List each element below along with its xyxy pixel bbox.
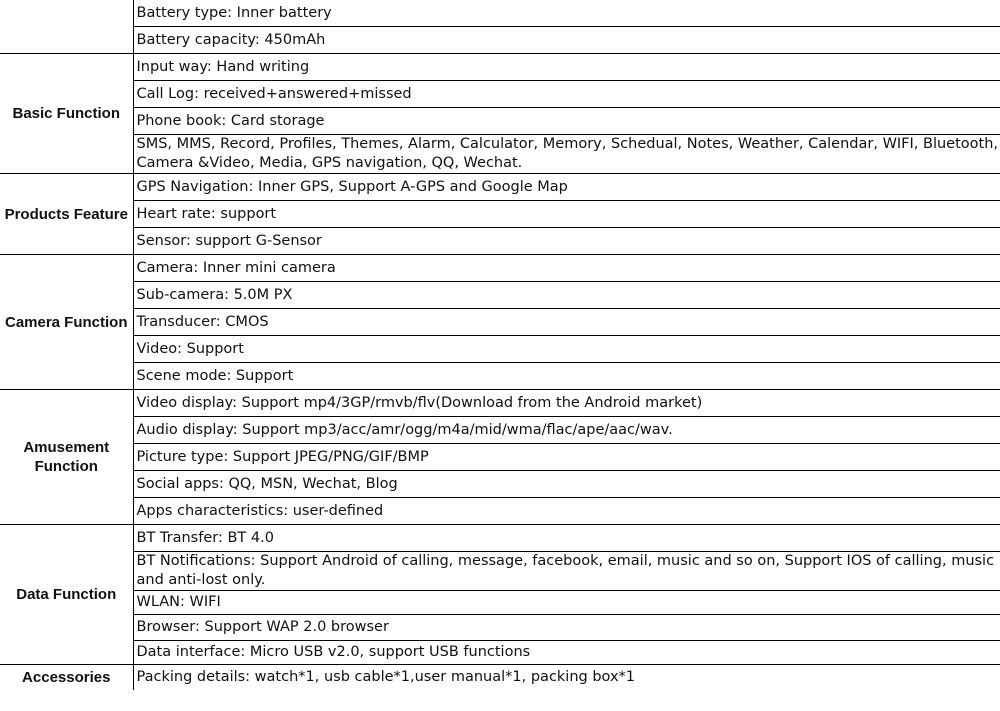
table-row — [0, 174, 1000, 201]
category-cell-empty — [0, 0, 133, 54]
table-row — [0, 444, 1000, 471]
spec-cell: GPS Navigation: Inner GPS, Support A-GPS and Google Map — [133, 174, 1000, 201]
table-row — [0, 27, 1000, 54]
table-row — [0, 552, 1000, 591]
spec-cell: Apps characteristics: user-defined — [133, 498, 1000, 525]
spec-cell: Battery capacity: 450mAh — [133, 27, 1000, 54]
category-basic-function: Basic Function — [0, 54, 133, 174]
spec-cell: Battery type: Inner battery — [133, 0, 1000, 27]
spec-cell: Input way: Hand writing — [133, 54, 1000, 81]
spec-cell: Camera: Inner mini camera — [133, 255, 1000, 282]
spec-cell: Data interface: Micro USB v2.0, support USB functions — [133, 641, 1000, 665]
spec-cell: SMS, MMS, Record, Profiles, Themes, Alarm, Calculator, Memory, Schedual, Notes, Weather, Calendar, WIFI, Bluetooth, Camera &Video, Media, GPS navigation, QQ, Wechat. — [133, 135, 1000, 174]
spec-cell: Video: Support — [133, 336, 1000, 363]
table-row — [0, 615, 1000, 641]
category-amusement-function: Amusement Function — [0, 390, 133, 525]
table-row — [0, 201, 1000, 228]
spec-cell: Browser: Support WAP 2.0 browser — [133, 615, 1000, 641]
table-row — [0, 135, 1000, 174]
spec-cell: Scene mode: Support — [133, 363, 1000, 390]
spec-cell: Audio display: Support mp3/acc/amr/ogg/m4a/mid/wma/flac/ape/aac/wav. — [133, 417, 1000, 444]
table-row — [0, 54, 1000, 81]
spec-cell: Packing details: watch*1, usb cable*1,user manual*1, packing box*1 — [133, 665, 1000, 691]
table-row — [0, 525, 1000, 552]
table-row — [0, 498, 1000, 525]
spec-cell: Video display: Support mp4/3GP/rmvb/flv(Download from the Android market) — [133, 390, 1000, 417]
table-row — [0, 0, 1000, 27]
category-products-feature: Products Feature — [0, 174, 133, 255]
table-row — [0, 108, 1000, 135]
table-row — [0, 471, 1000, 498]
category-camera-function: Camera Function — [0, 255, 133, 390]
spec-cell: Phone book: Card storage — [133, 108, 1000, 135]
table-row — [0, 417, 1000, 444]
spec-cell: BT Notifications: Support Android of calling, message, facebook, email, music and so on, Support IOS of calling, music and anti-lost only. — [133, 552, 1000, 591]
table-row — [0, 282, 1000, 309]
spec-cell: Call Log: received+answered+missed — [133, 81, 1000, 108]
table-row — [0, 665, 1000, 691]
spec-cell: Sub-camera: 5.0M PX — [133, 282, 1000, 309]
table-row — [0, 228, 1000, 255]
spec-cell: WLAN: WIFI — [133, 591, 1000, 615]
spec-cell: BT Transfer: BT 4.0 — [133, 525, 1000, 552]
category-accessories: Accessories — [0, 665, 133, 691]
table-row — [0, 81, 1000, 108]
table-row — [0, 390, 1000, 417]
spec-cell: Heart rate: support — [133, 201, 1000, 228]
table-row — [0, 255, 1000, 282]
spec-cell: Transducer: CMOS — [133, 309, 1000, 336]
table-row — [0, 591, 1000, 615]
spec-cell: Picture type: Support JPEG/PNG/GIF/BMP — [133, 444, 1000, 471]
table-row — [0, 309, 1000, 336]
spec-cell: Social apps: QQ, MSN, Wechat, Blog — [133, 471, 1000, 498]
table-row — [0, 363, 1000, 390]
spec-cell: Sensor: support G-Sensor — [133, 228, 1000, 255]
table-row — [0, 641, 1000, 665]
table-row — [0, 336, 1000, 363]
category-data-function: Data Function — [0, 525, 133, 665]
